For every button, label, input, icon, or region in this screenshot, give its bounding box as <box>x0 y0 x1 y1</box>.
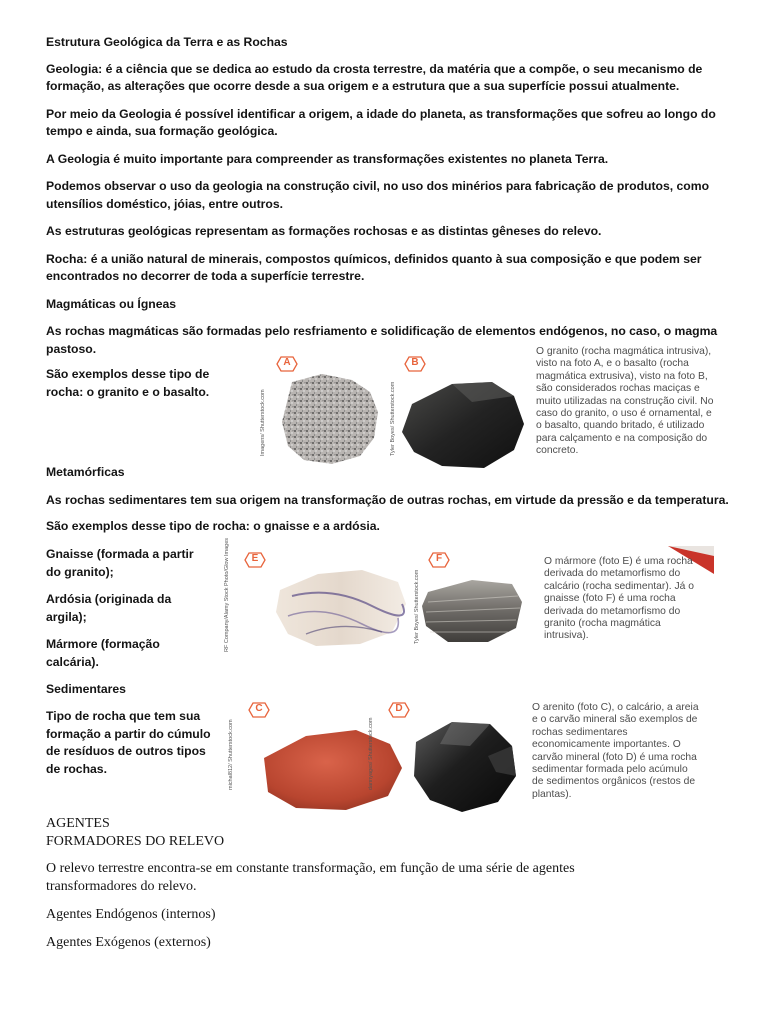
heading-metamorficas: Metamórficas <box>46 465 125 479</box>
tag-b: B <box>404 356 426 372</box>
paragraph-metamorficas: As rochas sedimentares tem sua origem na transformação de outras rochas, em virtude da pressão e da temperatura. <box>46 493 729 507</box>
paragraph-magmaticas: As rochas magmáticas são formadas pelo resfriamento e solidificação de elementos endógenos, no caso, o magma pastoso. <box>46 324 718 356</box>
granite-rock <box>282 374 378 464</box>
agentes-endogenos: Agentes Endógenos (internos) <box>46 907 216 922</box>
metamorficas-examples: São exemplos desse tipo de rocha: o gnaisse e a ardósia. <box>46 519 380 533</box>
tag-d: D <box>388 702 410 718</box>
credit-e: RF Company/Alamy Stock Photo/Glow Images <box>224 537 230 652</box>
list-item-ardosia: Ardósia (originada da argila); <box>46 592 172 624</box>
paragraph-sedimentares: Tipo de rocha que tem sua formação a partir do cúmulo de resíduos de outros tipos de rochas. <box>46 709 211 776</box>
caption-marmore-gnaisse: O mármore (foto E) é uma rocha derivada do metamorfismo do calcário (rocha sedimentar). Já o gnaisse (foto F) é uma rocha derivada do metamorfismo do granito (rocha magmática intrusiva). <box>544 556 694 642</box>
agentes-exogenos: Agentes Exógenos (externos) <box>46 935 211 950</box>
figure-arenito-carvao <box>226 696 724 820</box>
rock-photos-arenito-carvao <box>226 696 526 820</box>
list-item-gnaisse: Gnaisse (formada a partir do granito); <box>46 547 194 579</box>
paragraph-agentes: O relevo terrestre encontra-se em constante transformação, em função de uma série de agentes transformadores do relevo. <box>46 861 575 894</box>
tag-f: F <box>428 552 450 568</box>
marble-rock <box>276 570 406 646</box>
document-body <box>46 34 726 368</box>
tag-e: E <box>244 552 266 568</box>
credit-b: Tyler Boyes/ Shutterstock.com <box>390 381 396 456</box>
paragraph-origem: Por meio da Geologia é possível identificar a origem, a idade do planeta, as transformações que sofreu ao longo do tempo e ainda, sua formação geológica. <box>46 106 716 138</box>
credit-d: dannyages/ Shutterstock.com <box>368 717 374 790</box>
magmaticas-examples: São exemplos desse tipo de rocha: o granito e o basalto. <box>46 367 210 399</box>
rock-photos-marmore-gnaisse <box>222 546 522 658</box>
credit-c: michal812/ Shutterstock.com <box>228 719 234 790</box>
heading-agentes <box>46 815 446 851</box>
credit-f: Tyler Boyes/ Shutterstock.com <box>414 569 420 644</box>
caption-arenito-carvao: O arenito (foto C), o calcário, a areia e o carvão mineral são exemplos de rochas sedimentares economicamente importantes. O carvão mineral (foto D) é uma rocha sedimentar formada pelo acúmulo de sedimentos orgânicos (restos de plantas). <box>532 702 699 800</box>
heading-sedimentares: Sedimentares <box>46 682 126 696</box>
credit-a: Imagens/ Shutterstock.com <box>260 389 266 456</box>
sandstone-rock <box>264 730 402 810</box>
paragraph-uso: Podemos observar o uso da geologia na construção civil, no uso dos minérios para fabricação de produtos, como utensílios doméstico, jóias, entre outros. <box>46 179 710 211</box>
figure-granito-basalto <box>252 346 722 476</box>
paragraph-rocha: Rocha: é a união natural de minerais, compostos químicos, definidos quanto à sua composição e que podem ser encontrados no decorrer de toda a superfície terrestre. <box>46 251 702 283</box>
document-title: Estrutura Geológica da Terra e as Rochas <box>46 35 288 49</box>
list-item-marmore: Mármore (formação calcária). <box>46 637 160 669</box>
paragraph-estruturas: As estruturas geológicas representam as formações rochosas e as distintas gêneses do relevo. <box>46 224 602 238</box>
heading-agentes-line2: FORMADORES DO RELEVO <box>46 834 225 849</box>
heading-agentes-line1: AGENTES <box>46 816 110 831</box>
figure-marmore-gnaisse <box>222 537 714 658</box>
paragraph-geologia: Geologia: é a ciência que se dedica ao estudo da crosta terrestre, da matéria que a compõe, o seu mecanismo de formação, as alterações que ocorre desde a sua origem e a estrutura que a sua superfície possui atualmente. <box>46 61 703 93</box>
caption-granito-basalto: O granito (rocha magmática intrusiva), visto na foto A, e o basalto (rocha magmática extrusiva), visto na foto B, são considerados rochas maciças e muito utilizadas na construção civil. No caso do granito, o uso é ornamental, e o basalto, quando britado, é utilizado para calçamento e na composição do concreto. <box>536 346 714 457</box>
tag-c: C <box>248 702 270 718</box>
gneiss-rock <box>422 580 522 642</box>
paragraph-importancia: A Geologia é muito importante para compreender as transformações existentes no planeta Terra. <box>46 151 609 166</box>
tag-a: A <box>276 356 298 372</box>
heading-magmaticas: Magmáticas ou Ígneas <box>46 296 177 311</box>
